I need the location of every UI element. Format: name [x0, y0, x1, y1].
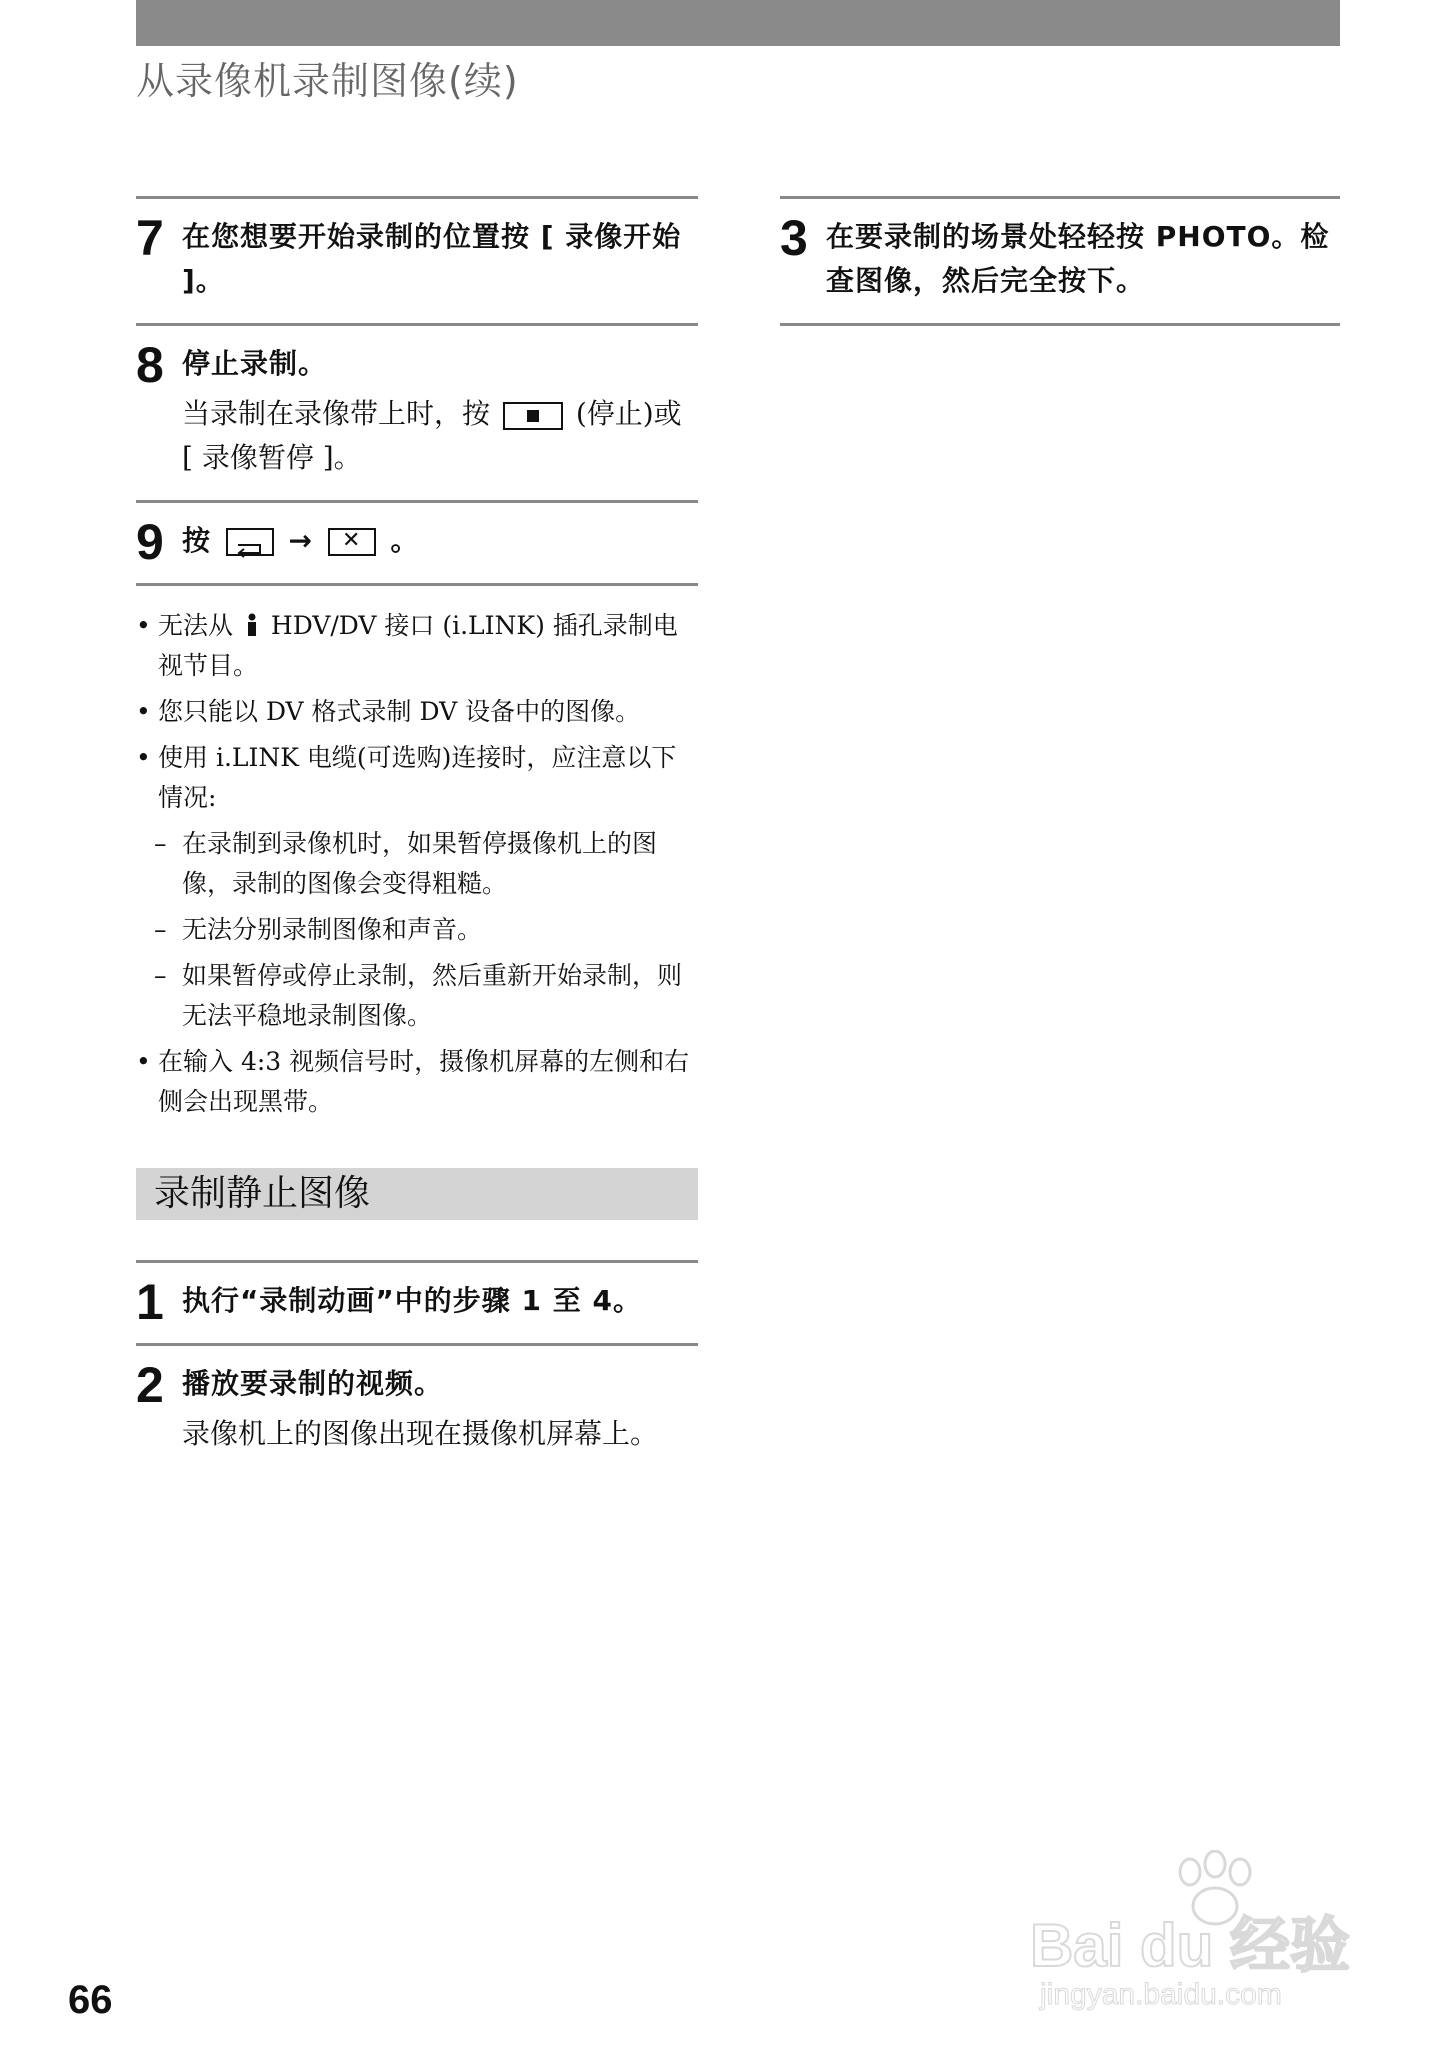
divider [780, 323, 1340, 326]
step-3 [780, 199, 1340, 323]
close-key-icon: ✕ [328, 528, 376, 556]
step-instruction: 停止录制。 [182, 347, 328, 380]
step-suffix: 。 [390, 524, 420, 557]
notes-list [136, 606, 698, 1122]
step-detail-after: (停止)或 [ 录像暂停 ]。 [182, 397, 682, 474]
watermark [1030, 1850, 1370, 2030]
sub-note-item: – 如果暂停或停止录制，然后重新开始录制，则无法平稳地录制图像。 [136, 956, 698, 1036]
note-item: • 在输入 4:3 视频信号时，摄像机屏幕的左侧和右侧会出现黑带。 [136, 1042, 698, 1122]
note-item: • 您只能以 DV 格式录制 DV 设备中的图像。 [136, 692, 698, 732]
step-detail: 录像机上的图像出现在摄像机屏幕上。 [182, 1417, 659, 1450]
step-instruction: 执行“录制动画”中的步骤 1 至 4。 [182, 1284, 643, 1317]
step-8 [136, 326, 698, 500]
divider [136, 583, 698, 586]
watermark-brand: Bai du 经验 [1030, 1912, 1351, 1979]
step-number: 7 [136, 210, 164, 266]
step-number: 8 [136, 337, 164, 393]
sub-note-item: – 无法分别录制图像和声音。 [136, 910, 698, 950]
step-instruction: 播放要录制的视频。 [182, 1367, 444, 1400]
step-instruction [182, 519, 698, 563]
header-bar [136, 0, 1340, 46]
ilink-icon [245, 609, 259, 633]
stop-key-icon [503, 402, 563, 430]
watermark-url: jingyan.baidu.com [1040, 1978, 1282, 2011]
right-column [780, 196, 1340, 326]
step-number: 3 [780, 210, 808, 266]
note-item: • 无法从 HDV/DV 接口 (i.LINK) 插孔录制电视节目。 [136, 606, 698, 686]
step-number: 1 [136, 1274, 164, 1330]
sub-note-item: – 在录制到录像机时，如果暂停摄像机上的图像，录制的图像会变得粗糙。 [136, 824, 698, 904]
step-prefix: 按 [182, 524, 212, 557]
step-9 [136, 503, 698, 583]
step-instruction: 在要录制的场景处轻轻按 PHOTO。检查图像，然后完全按下。 [826, 220, 1330, 297]
page-title: 从录像机录制图像(续) [136, 59, 519, 103]
step-2 [136, 1346, 698, 1476]
step-detail-before: 当录制在录像带上时，按 [182, 397, 491, 430]
return-key-icon [226, 528, 274, 556]
step-number: 2 [136, 1357, 164, 1413]
section-heading: 录制静止图像 [136, 1168, 698, 1220]
page-number: 66 [68, 1978, 113, 2022]
step-7 [136, 199, 698, 323]
step-detail [182, 392, 698, 480]
step-number: 9 [136, 514, 164, 570]
step-1 [136, 1263, 698, 1343]
left-column [136, 196, 698, 1476]
arrow: → [288, 524, 313, 557]
step-instruction: 在您想要开始录制的位置按 [ 录像开始 ]。 [182, 220, 682, 297]
note-item: • 使用 i.LINK 电缆(可选购)连接时，应注意以下情况: [136, 738, 698, 818]
